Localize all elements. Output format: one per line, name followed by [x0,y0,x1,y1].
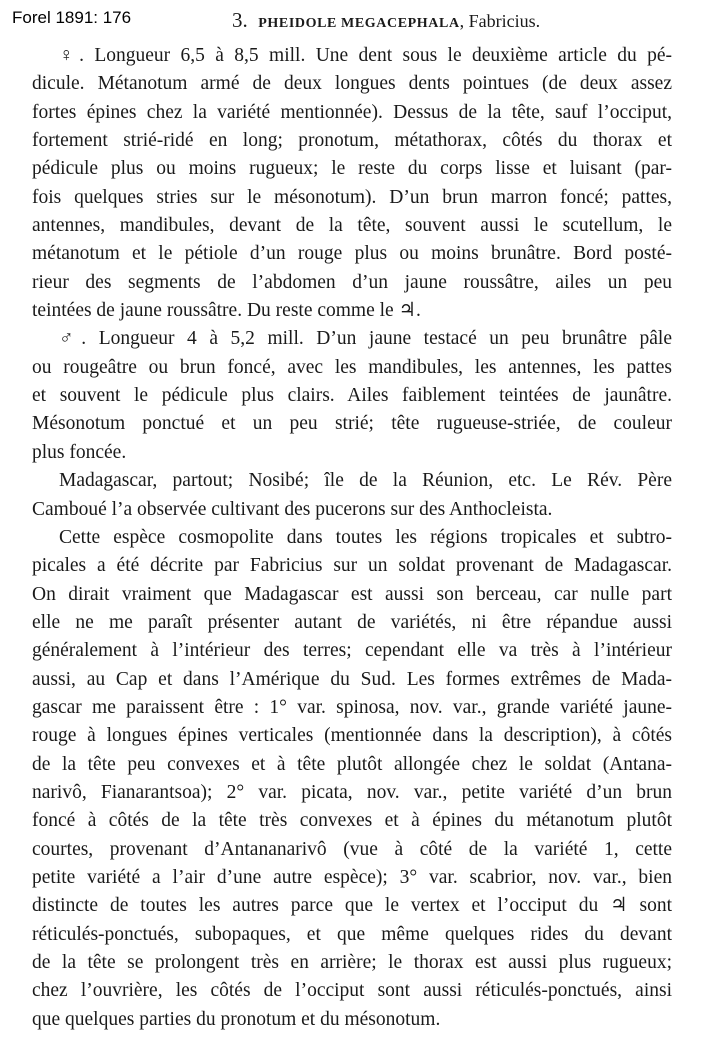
text-line: picales a été décrite par Fabricius sur un soldat provenant de Madagascar. [32,555,672,577]
text-line: petite variété a l’air d’une autre espèce); 3° var. scabrior, nov. var., bien [32,866,672,888]
text-line: distincte de toutes les autres parce que le vertex et l’occiput du ♃ sont [32,895,672,917]
text-line: de la tête se prolongent très en arrière; le thorax est aussi plus rugueux; [32,952,672,973]
text-line: courtes, provenant d’Antananarivô (vue à côté de la variété 1, cette [32,838,672,860]
text-line: Cette espèce cosmopolite dans toutes les régions tropicales et subtro- [59,526,672,548]
species-name: PHEIDOLE MEGACEPHALA [258,16,460,31]
text-line: rieur des segments de l’abdomen d’un jaune roussâtre, ailes un peu [32,271,672,293]
text-line: métanotum et le pétiole d’un rouge plus ou moins brunâtre. Bord posté- [32,243,672,265]
text-line: réticulés-ponctués, subopaques, et que même quelques rides du devant [32,923,672,945]
text-line: On dirait vraiment que Madagascar est aussi son berceau, car nulle part [32,583,672,605]
text-line: plus foncée. [32,441,127,463]
text-line: narivô, Fianarantsoa); 2° var. picata, nov. var., petite variété d’un brun [32,781,672,803]
species-author: , Fabricius. [459,11,541,31]
text-line: Mésonotum ponctué et un peu strié; tête rugueuse-striée, de couleur [32,413,672,435]
citation-stamp: Forel 1891: 176 [12,8,132,27]
text-line: foncé à côtés de la tête très convexes et à épines du métanotum plutôt [32,810,672,832]
body-text [32,42,672,1034]
text-line: de la tête peu convexes et à tête plutôt allongée chez le soldat (Antana- [32,753,672,775]
text-line: ou rougeâtre ou brun foncé, avec les mandibules, les antennes, les pattes [32,356,672,378]
text-line: elle ne me paraît présenter autant de variétés, ni être répandue aussi [32,611,672,633]
text-line: dicule. Métanotum armé de deux longues dents pointues (de deux assez [32,73,672,95]
text-line: fortes épines chez la variété mentionnée). Dessus de la tête, sauf l’occiput, [32,101,672,123]
text-line: antennes, mandibules, devant de la tête, souvent aussi le scutellum, le [32,215,672,237]
text-line: pédicule plus ou moins rugueux; le reste du corps lisse et luisant (par- [32,158,672,180]
text-line: Madagascar, partout; Nosibé; île de la Réunion, etc. Le Rév. Père [59,470,672,492]
text-line: ♂. Longueur 4 à 5,2 mill. D’un jaune testacé un peu brunâtre pâle [59,328,672,350]
text-line: ♀. Longueur 6,5 à 8,5 mill. Une dent sous le deuxième article du pé- [59,45,672,66]
text-line: Camboué l’a observée cultivant des pucerons sur des Anthocleista. [32,498,553,520]
text-line: chez l’ouvrière, les côtés de l’occiput sont aussi réticulés-ponctués, ainsi [32,980,672,1002]
text-line: fois quelques stries sur le mésonotum). D’un brun marron foncé; pattes, [32,186,672,208]
text-line: et souvent le pédicule plus clairs. Ailes faiblement teintées de jaunâtre. [32,385,672,407]
text-line: généralement à l’intérieur des terres; cependant elle va très à l’intérieur [32,640,672,662]
text-line: que quelques parties du pronotum et du mésonotum. [32,1008,441,1030]
text-line: gascar me paraissent être : 1° var. spinosa, nov. var., grande variété jaune- [32,696,672,718]
text-line: rouge à longues épines verticales (mentionnée dans la description), à côtés [32,725,672,747]
text-line: fortement strié-ridé en long; pronotum, métathorax, côtés du thorax et [32,130,672,152]
text-line: aussi, au Cap et dans l’Amérique du Sud. Les formes extrêmes de Mada- [32,668,672,690]
species-number: 3. [232,8,248,32]
running-head [232,8,540,33]
text-line: teintées de jaune roussâtre. Du reste comme le ♃. [32,300,421,322]
